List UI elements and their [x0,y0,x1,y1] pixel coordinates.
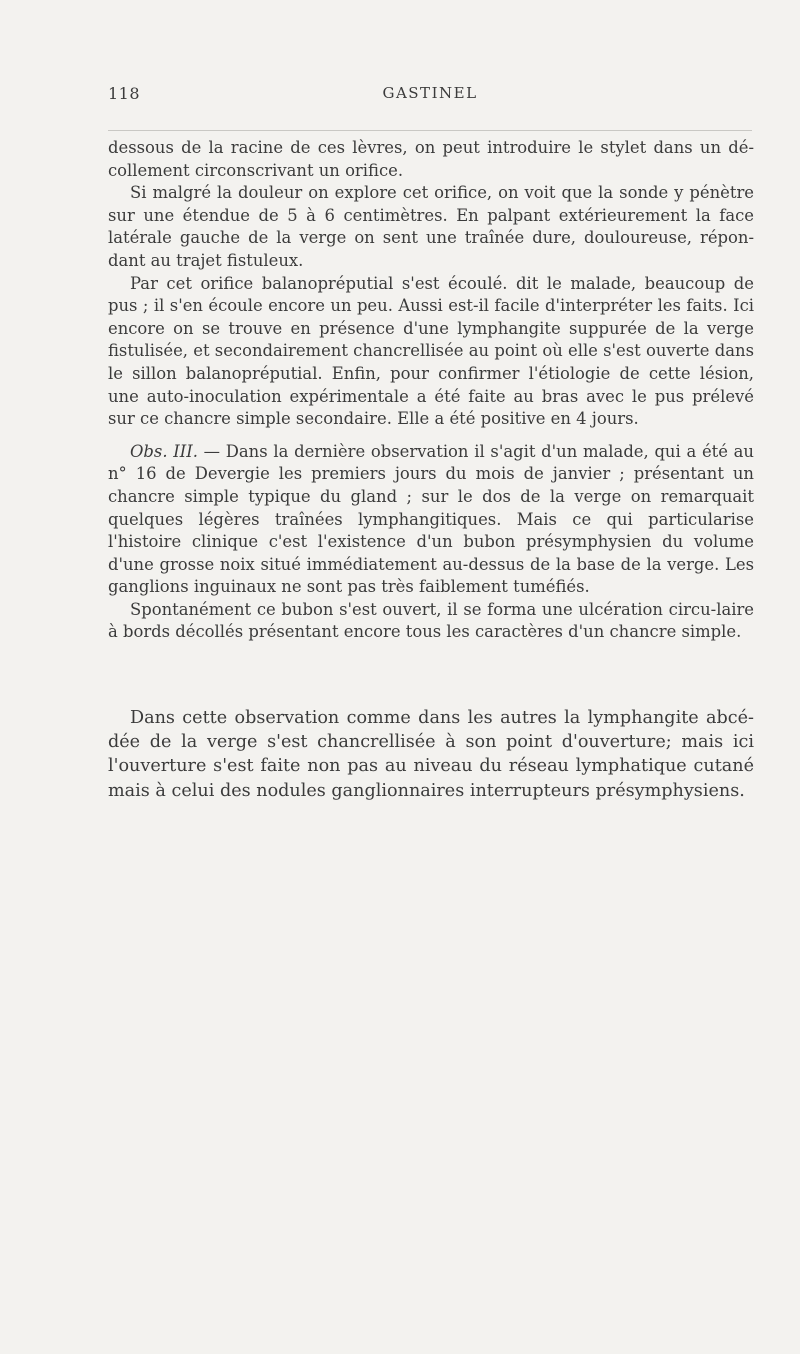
paragraph-continuation [108,137,754,182]
paragraph-interpretation [108,273,754,431]
paragraph-observation-3 [108,441,754,599]
body-text [108,137,754,644]
observation-label: Obs. III. [130,441,198,461]
paragraph-text: Si malgré la douleur on explore cet orifice, on voit que la sonde y pénètre sur une étendue de 5 à 6 centimètres. En palpant extérieurement la face latérale gauche de la verge on sent une traînée dure, douloureuse, répon-dant au trajet fistuleux. [108,183,754,270]
paragraph-text: — Dans la dernière observation il s'agit d'un malade, qui a été au n° 16 de Devergie les premiers jours du mois de janvier ; présentant un chancre simple typique du gland ; sur le dos de la verge on remarquait quelques légères traînées lymphangitiques. Mais ce qui particularise l'histoire clinique c'est l'existence d'un bubon présymphysien du volume d'une grosse noix situé immédiatement au-dessus de la base de la verge. Les ganglions inguinaux ne sont pas très faiblement tuméfiés. [108,441,754,597]
paragraph-probe-exam [108,182,754,272]
running-title: GASTINEL [382,84,478,102]
header-divider [108,130,752,131]
page-number: 118 [108,84,141,103]
conclusion-paragraph [108,706,754,803]
paragraph-text: Spontanément ce bubon s'est ouvert, il se forma une ulcération circu-laire à bords décollés présentant encore tous les caractères d'un chancre simple. [108,599,754,642]
paragraph-bubon [108,599,754,644]
paragraph-text: dessous de la racine de ces lèvres, on peut introduire le stylet dans un dé-collement circonscrivant un orifice. [108,138,754,180]
paragraph-text: Dans cette observation comme dans les autres la lymphangite abcé-dée de la verge s'est chancrellisée à son point d'ouverture; mais ici l'ouverture s'est faite non pas au niveau du réseau lymphatique cutané mais à celui des nodules ganglionnaires interrupteurs présymphysiens. [108,708,754,801]
conclusion-text [108,706,754,803]
page-header [108,84,752,108]
paragraph-text: Par cet orifice balanopréputial s'est écoulé. dit le malade, beaucoup de pus ; il s'en écoule encore un peu. Aussi est-il facile d'interpréter les faits. Ici encore on se trouve en présence d'une lymphangite suppurée de la verge fistulisée, et secondairement chancrellisée au point où elle s'est ouverte dans le sillon balanopréputial. Enfin, pour confirmer l'étiologie de cette lésion, une auto-inoculation expérimentale a été faite au bras avec le pus prélevé sur ce chancre simple secondaire. Elle a été positive en 4 jours. [108,273,754,429]
